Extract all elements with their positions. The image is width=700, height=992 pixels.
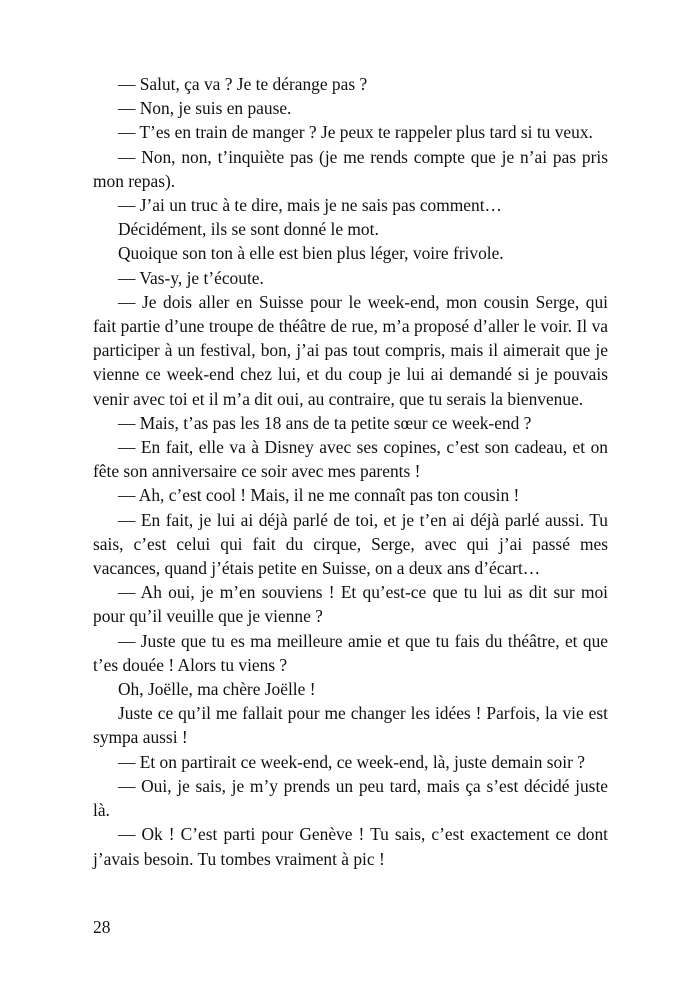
- paragraph: — Non, non, t’inquiète pas (je me rends compte que je n’ai pas pris mon repas).: [93, 146, 608, 191]
- paragraph: — Oui, je sais, je m’y prends un peu tard, mais ça s’est décidé juste là.: [93, 775, 608, 821]
- paragraph: — Je dois aller en Suisse pour le week-end, mon cousin Serge, qui fait partie d’une troupe de théâtre de rue, m’a proposé d’aller le voir. Il va participer à un festival, bon, j’ai pas tout compris, mais il aimerait que je vienne ce week-end chez lui, et du coup je lui ai demandé si je pouvais venir avec toi et il m’a dit oui, au contraire, que tu serais la bienvenue.: [93, 291, 608, 409]
- paragraph: — En fait, elle va à Disney avec ses copines, c’est son cadeau, et on fête son anniversaire ce soir avec mes parents !: [93, 437, 608, 482]
- paragraph: — Ok ! C’est parti pour Genève ! Tu sais, c’est exactement ce dont j’avais besoin. Tu tombes vraiment à pic !: [93, 824, 608, 869]
- paragraph: — Et on partirait ce week-end, ce week-end, là, juste demain soir ?: [118, 751, 585, 772]
- paragraph: — Mais, t’as pas les 18 ans de ta petite sœur ce week-end ?: [118, 412, 532, 433]
- paragraph: — Salut, ça va ? Je te dérange pas ?: [118, 74, 368, 94]
- paragraph: — J’ai un truc à te dire, mais je ne sais pas comment…: [118, 195, 502, 216]
- paragraph: — Ah, c’est cool ! Mais, il ne me connaît pas ton cousin !: [118, 485, 520, 506]
- paragraph: Oh, Joëlle, ma chère Joëlle !: [118, 679, 316, 700]
- paragraph: Juste ce qu’il me fallait pour me changer les idées ! Parfois, la vie est sympa aussi !: [93, 703, 608, 748]
- paragraph: Décidément, ils se sont donné le mot.: [118, 219, 379, 240]
- paragraph: — En fait, je lui ai déjà parlé de toi, et je t’en ai déjà parlé aussi. Tu sais, c’est celui qui fait du cirque, Serge, avec qui j’ai passé mes vacances, quand j’étais petite en Suisse, on a deux ans d’écart…: [93, 509, 608, 579]
- paragraph: — T’es en train de manger ? Je peux te rappeler plus tard si tu veux.: [118, 122, 593, 143]
- paragraph: — Juste que tu es ma meilleure amie et que tu fais du théâtre, et que t’es douée ! Alors tu viens ?: [93, 630, 608, 675]
- paragraph: Quoique son ton à elle est bien plus léger, voire frivole.: [118, 243, 504, 264]
- page-number: 28: [93, 917, 111, 937]
- paragraph: — Ah oui, je m’en souviens ! Et qu’est-ce que tu lui as dit sur moi pour qu’il veuille que je vienne ?: [93, 582, 608, 627]
- page-body: [93, 72, 608, 871]
- paragraph: — Vas-y, je t’écoute.: [118, 267, 264, 288]
- paragraph: — Non, je suis en pause.: [118, 98, 292, 119]
